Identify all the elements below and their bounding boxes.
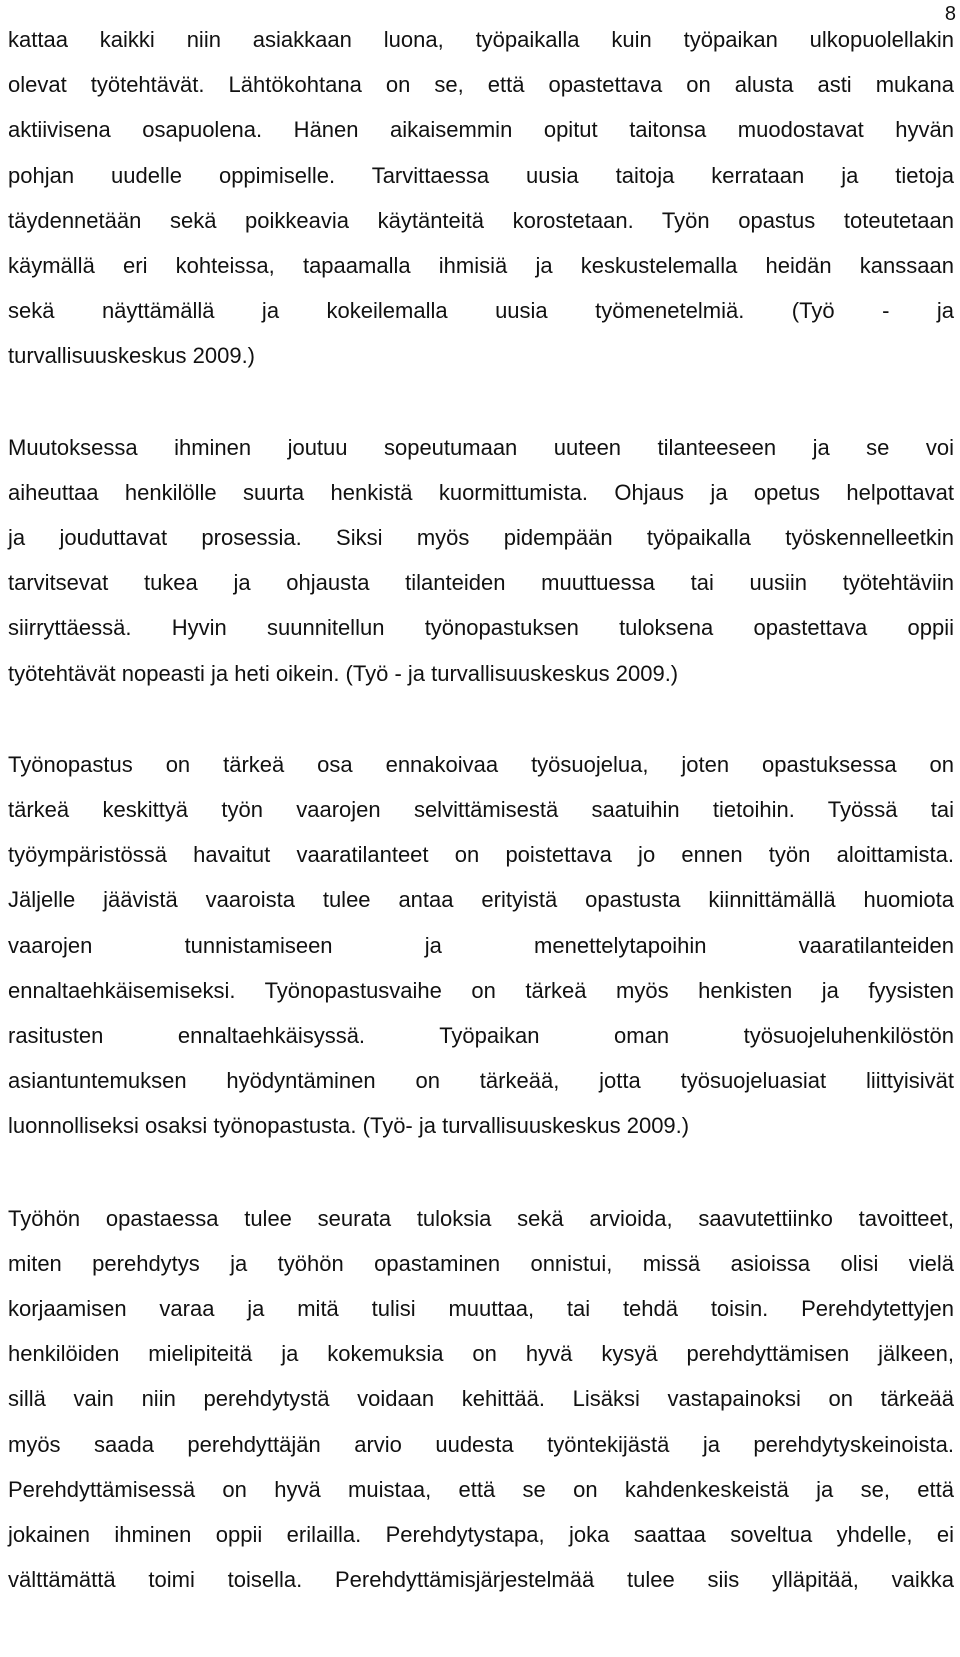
text-line: pohjan uudelle oppimiselle. Tarvittaessa uusia taitoja kerrataan ja tietoja (8, 162, 954, 188)
text-line: Jäljelle jäävistä vaaroista tulee antaa erityistä opastusta kiinnittämällä huomiota (8, 887, 954, 913)
text-line: Työnopastus on tärkeä osa ennakoivaa työsuojelua, joten opastuksessa on (8, 751, 954, 777)
text-line: siirryttäessä. Hyvin suunnitellun työnopastuksen tuloksena opastettava oppii (8, 615, 954, 641)
text-line: turvallisuuskeskus 2009.) (8, 343, 256, 369)
text-line: myös saada perehdyttäjän arvio uudesta työntekijästä ja perehdytyskeinoista. (8, 1431, 954, 1457)
text-line: luonnolliseksi osaksi työnopastusta. (Työ- ja turvallisuuskeskus 2009.) (8, 1113, 690, 1139)
text-line: tarvitsevat tukea ja ohjausta tilanteiden muuttuessa tai uusiin työtehtäviin (8, 570, 954, 596)
paragraph-spacer (8, 1149, 954, 1196)
paragraph-4 (8, 1196, 954, 1603)
text-line: kattaa kaikki niin asiakkaan luona, työpaikalla kuin työpaikan ulkopuolellakin (8, 27, 954, 52)
paragraph-3 (8, 742, 954, 1149)
text-line: Muutoksessa ihminen joutuu sopeutumaan uuteen tilanteeseen ja se voi (8, 434, 954, 460)
text-line: tärkeä keskittyä työn vaarojen selvittämisestä saatuihin tietoihin. Työssä tai (8, 797, 954, 823)
text-line: vaarojen tunnistamiseen ja menettelytapoihin vaaratilanteiden (8, 932, 954, 958)
text-line: henkilöiden mielipiteitä ja kokemuksia on hyvä kysyä perehdyttämisen jälkeen, (8, 1341, 954, 1367)
text-line: Työhön opastaessa tulee seurata tuloksia sekä arvioida, saavutettiinko tavoitteet, (8, 1205, 954, 1231)
text-line: ja jouduttavat prosessia. Siksi myös pidempään työpaikalla työskennelleetkin (8, 525, 954, 551)
text-line: Perehdyttämisessä on hyvä muistaa, että se on kahdenkeskeistä ja se, että (8, 1476, 954, 1502)
text-line: välttämättä toimi toisella. Perehdyttämisjärjestelmää tulee siis ylläpitää, vaikka (8, 1567, 954, 1593)
text-line: olevat työtehtävät. Lähtökohtana on se, että opastettava on alusta asti mukana (8, 72, 954, 98)
text-line: rasitusten ennaltaehkäisyssä. Työpaikan oman työsuojeluhenkilöstön (8, 1023, 954, 1049)
text-line: aktiivisena osapuolena. Hänen aikaisemmin opitut taitonsa muodostavat hyvän (8, 117, 954, 143)
text-line: täydennetään sekä poikkeavia käytänteitä korostetaan. Työn opastus toteutetaan (8, 207, 954, 233)
text-line: asiantuntemuksen hyödyntäminen on tärkeää, jotta työsuojeluasiat liittyisivät (8, 1068, 954, 1094)
text-line: jokainen ihminen oppii erilailla. Perehdytystapa, joka saattaa soveltua yhdelle, ei (8, 1522, 954, 1548)
page-number: 8 (944, 3, 956, 25)
paragraph-2 (8, 425, 954, 696)
text-line: työtehtävät nopeasti ja heti oikein. (Työ - ja turvallisuuskeskus 2009.) (8, 660, 679, 686)
text-line: aiheuttaa henkilölle suurta henkistä kuormittumista. Ohjaus ja opetus helpottavat (8, 479, 954, 505)
paragraph-1 (8, 17, 954, 379)
text-line: käymällä eri kohteissa, tapaamalla ihmisiä ja keskustelemalla heidän kanssaan (8, 253, 954, 279)
text-line: työympäristössä havaitut vaaratilanteet on poistettava jo ennen työn aloittamista. (8, 842, 954, 868)
document-body (8, 17, 954, 1603)
paragraph-spacer (8, 379, 954, 425)
text-line: sekä näyttämällä ja kokeilemalla uusia työmenetelmiä. (Työ - ja (8, 298, 954, 324)
text-line: miten perehdytys ja työhön opastaminen onnistui, missä asioissa olisi vielä (8, 1250, 954, 1276)
text-line: ennaltaehkäisemiseksi. Työnopastusvaihe on tärkeä myös henkisten ja fyysisten (8, 977, 954, 1003)
text-line: korjaamisen varaa ja mitä tulisi muuttaa, tai tehdä toisin. Perehdytettyjen (8, 1296, 954, 1322)
paragraph-spacer (8, 696, 954, 742)
text-line: sillä vain niin perehdytystä voidaan kehittää. Lisäksi vastapainoksi on tärkeää (8, 1386, 954, 1412)
